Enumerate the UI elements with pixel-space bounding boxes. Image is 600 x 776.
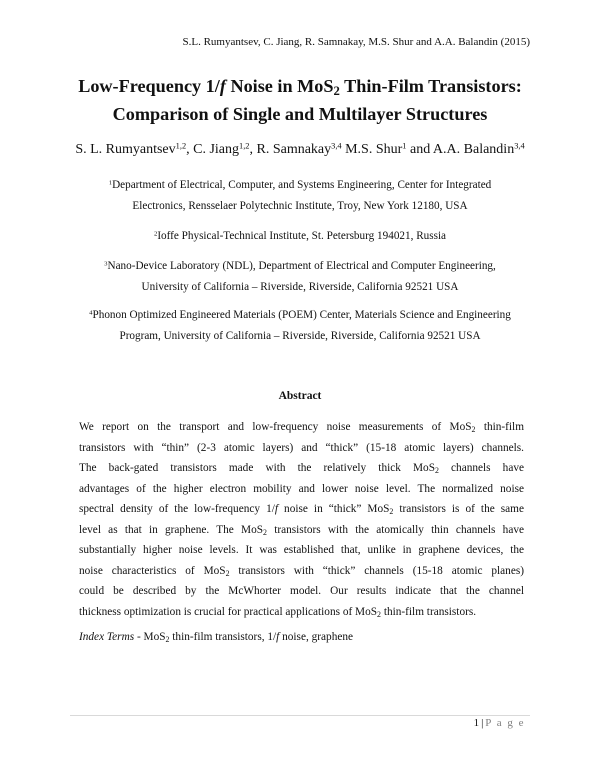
abstract-line: substantially higher noise levels. It was established that, unlike in graphene devices, the — [79, 544, 524, 556]
abstract-line: noise characteristics of MoS$_2$ transistors with “thick” channels (15-18 atomic planes) — [79, 564, 524, 578]
abstract-line: The back-gated transistors made with the relatively thick MoS$_2$ channels have — [79, 462, 524, 475]
abstract-heading: Abstract — [278, 390, 322, 402]
page-number: 1 | P a g e — [473, 717, 525, 729]
running-head: S.L. Rumyantsev, C. Jiang, R. Samnakay, M.S. Shur and A.A. Balandin (2015) — [182, 36, 530, 48]
affiliation-2: $^2$Ioffe Physical-Technical Institute, St. Petersburg 194021, Russia — [153, 230, 447, 242]
author-list: S. L. Rumyantsev$^{1,2}$, C. Jiang$^{1,2}$, R. Samnakay$^{3,4}$ M.S. Shur$^1$ and A.A. Balandin$^{3,4}$ — [75, 141, 525, 157]
abstract-line: could be described by the McWhorter model. Our results indicate that the channel — [79, 585, 524, 597]
paper-title — [40, 72, 560, 128]
affiliation-4: $^4$Phonon Optimized Engineered Materials (POEM) Center, Materials Science and Engineering Program, University of California – Riverside, Riverside, California 92521 USA — [89, 309, 511, 342]
title-line-1: Low-Frequency 1/f Noise in MoS$_2$ Thin-Film Transistors: — [78, 76, 522, 99]
abstract-line: thickness optimization is crucial for practical applications of MoS$_2$ thin-film transistors. — [79, 605, 477, 619]
affiliation-1: $^1$Department of Electrical, Computer, and Systems Engineering, Center for Integrated Electronics, Rensselaer Polytechnic Institute, Troy, New York 12180, USA — [108, 179, 492, 212]
affiliation-3: $^3$Nano-Device Laboratory (NDL), Department of Electrical and Computer Engineering, University of California – Riverside, Riverside, California 92521 USA — [104, 260, 496, 293]
abstract-body — [79, 417, 524, 622]
abstract-line: level as that in graphene. The MoS$_2$ transistors with the atomically thin channels have — [79, 523, 525, 537]
abstract-line: transistors with “thin” (2-3 atomic layers) and “thick” (15-18 atomic layers) channels. — [79, 441, 524, 454]
footer-divider — [70, 715, 530, 716]
abstract-line: advantages of the higher electron mobility and lower noise level. The normalized noise — [79, 482, 524, 495]
abstract-line: spectral density of the low-frequency 1/f noise in “thick” MoS$_2$ transistors is of the same — [79, 503, 524, 516]
index-terms-label: Index Terms — [79, 631, 135, 643]
title-line-2: Comparison of Single and Multilayer Structures — [112, 104, 488, 124]
abstract-line: We report on the transport and low-frequency noise measurements of MoS$_2$ thin-film — [79, 421, 524, 434]
index-terms: Index Terms - MoS$_2$ thin-film transistors, 1/f noise, graphene — [79, 631, 354, 644]
